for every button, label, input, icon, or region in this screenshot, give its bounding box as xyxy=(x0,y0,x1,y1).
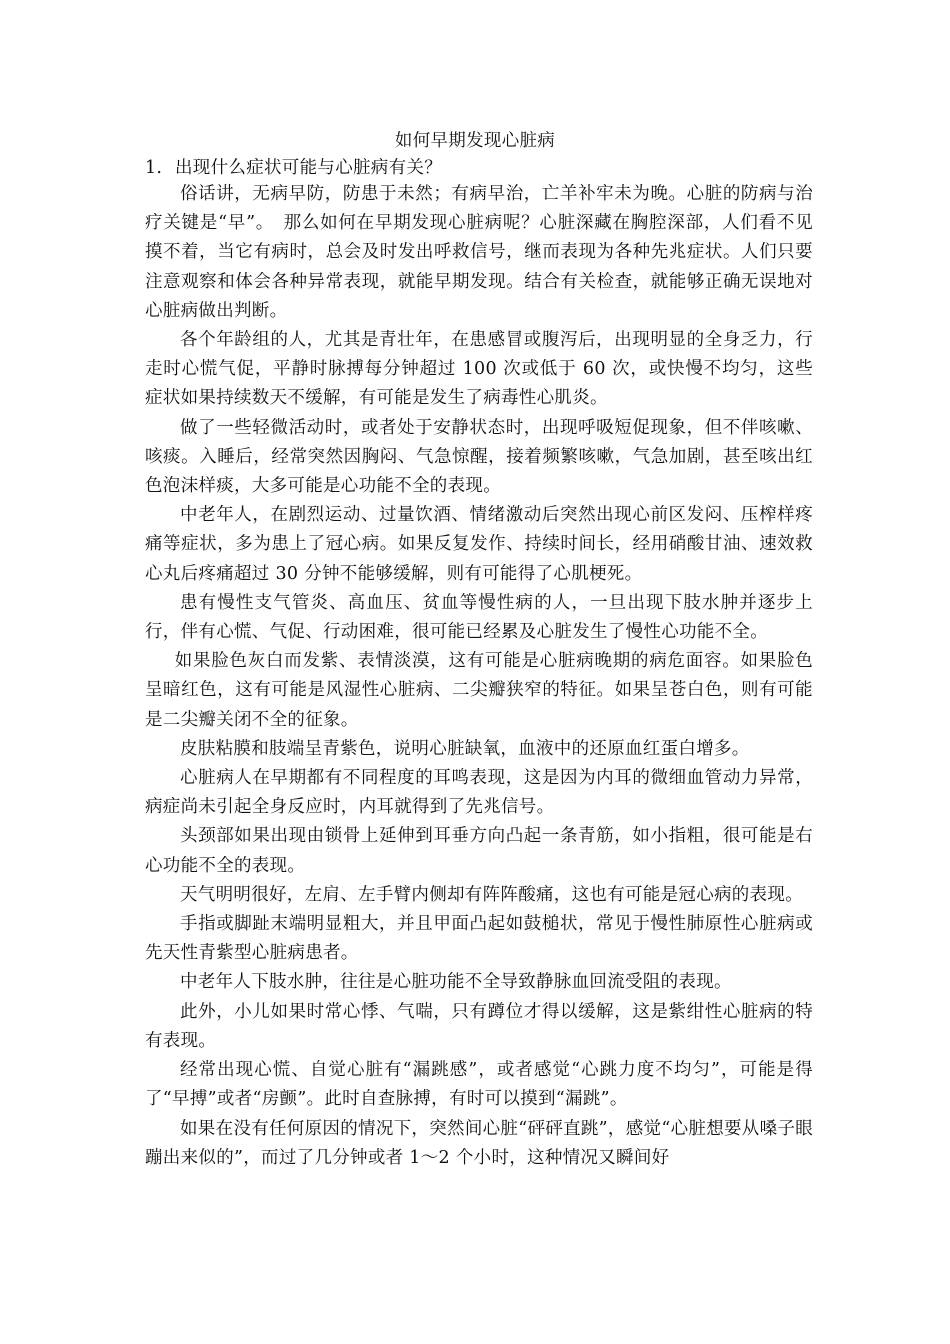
section-number: 1. xyxy=(145,158,163,178)
paragraph-myocarditis: 各个年龄组的人，尤其是青壮年，在患感冒或腹泻后，出现明显的全身乏力，行走时心慌气促，平静时脉搏每分钟超过 100 次或低于 60 次，或快慢不均匀，这些症状如果持续数天不缓解，有可能是发生了病毒性心肌炎。 xyxy=(145,330,813,409)
document-title: 如何早期发现心脏病 xyxy=(394,131,556,151)
paragraph-arrhythmia: 经常出现心慌、自觉心脏有“漏跳感”，或者感觉“心跳力度不均匀”，可能是得了“早搏”或者“房颤”。此时自查脉搏，有时可以摸到“漏跳”。 xyxy=(145,1060,813,1110)
paragraph-neck-vein: 头颈部如果出现由锁骨上延伸到耳垂方向凸起一条青筋，如小指粗，很可能是右心功能不全的表现。 xyxy=(145,826,813,876)
document-body xyxy=(145,180,813,1173)
paragraph-child-cyanotic: 此外，小儿如果时常心悸、气喘，只有蹲位才得以缓解，这是紫绀性心脏病的特有表现。 xyxy=(145,1001,813,1051)
paragraph-complexion: 如果脸色灰白而发紫、表情淡漠，这有可能是心脏病晚期的病危面容。如果脸色呈暗红色，这有可能是风湿性心脏病、二尖瓣狭窄的特征。如果呈苍白色，则有可能是二尖瓣关闭不全的征象。 xyxy=(145,651,813,730)
section-heading xyxy=(145,155,815,181)
paragraph-heart-failure: 做了一些轻微活动时，或者处于安静状态时，出现呼吸短促现象，但不伴咳嗽、咳痰。入睡后，经常突然因胸闷、气急惊醒，接着频繁咳嗽，气急加剧，甚至咳出红色泡沫样痰，大多可能是心功能不全的表现。 xyxy=(145,417,813,497)
section-heading-text: 出现什么症状可能与心脏病有关？ xyxy=(175,158,442,178)
paragraph-cyanosis: 皮肤粘膜和肢端呈青紫色，说明心脏缺氧，血液中的还原血红蛋白增多。 xyxy=(180,738,750,759)
paragraph-shoulder-pain: 天气明明很好，左肩、左手臂内侧却有阵阵酸痛，这也有可能是冠心病的表现。 xyxy=(180,884,803,905)
paragraph-clubbing: 手指或脚趾末端明显粗大，并且甲面凸起如鼓槌状，常见于慢性肺原性心脏病或先天性青紫型心脏病患者。 xyxy=(145,914,813,964)
paragraph-chronic-disease: 患有慢性支气管炎、高血压、贫血等慢性病的人，一旦出现下肢水肿并逐步上行，伴有心慌、气促、行动困难，很可能已经累及心脏发生了慢性心功能不全。 xyxy=(145,592,813,643)
paragraph-coronary: 中老年人，在剧烈运动、过量饮酒、情绪激动后突然出现心前区发闷、压榨样疼痛等症状，多为患上了冠心病。如果反复发作、持续时间长，经用硝酸甘油、速效救心丸后疼痛超过 30 分钟不能够缓解，则有可能得了心肌梗死。 xyxy=(145,505,813,584)
paragraph-palpitation: 如果在没有任何原因的情况下，突然间心脏“砰砰直跳”，感觉“心脏想要从嗓子眼蹦出来似的”，而过了几分钟或者 1～2 个小时，这种情况又瞬间好 xyxy=(145,1118,813,1168)
paragraph-tinnitus: 心脏病人在早期都有不同程度的耳鸣表现，这是因为内耳的微细血管动力异常，病症尚未引起全身反应时，内耳就得到了先兆信号。 xyxy=(145,768,813,818)
paragraph-proverb: 俗话讲，无病早防，防患于未然；有病早治，亡羊补牢未为晚。心脏的防病与治疗关键是“早”。 那么如何在早期发现心脏病呢？心脏深藏在胸腔深部，人们看不见摸不着，当它有病时，总会及时发出呼救信号，继而表现为各种先兆症状。人们只要注意观察和体会各种异常表现，就能早期发现。结合有关检查，就能够正确无误地对心脏病做出判断。 xyxy=(145,184,813,321)
paragraph-leg-edema: 中老年人下肢水肿，往往是心脏功能不全导致静脉血回流受阻的表现。 xyxy=(180,972,732,993)
